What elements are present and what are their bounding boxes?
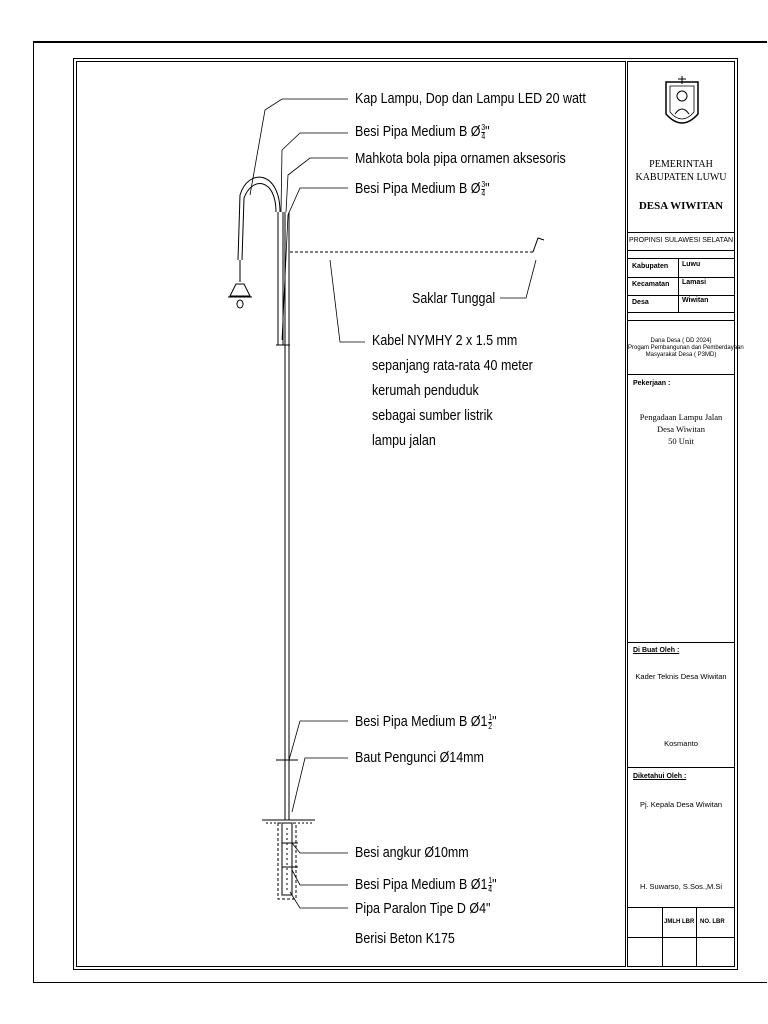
tb-location-table (628, 258, 734, 313)
label-baut: Baut Pengunci Ø14mm (355, 750, 484, 766)
tb-sheet-table (628, 907, 734, 967)
tb-row-kecamatan-value: Lamasi (682, 279, 707, 286)
tb-pekerjaan-2: Desa Wiwitan (657, 424, 705, 434)
tb-row-kecamatan-key: Kecamatan (632, 281, 670, 288)
tb-propinsi: PROPINSI SULAWESI SELATAN (628, 237, 734, 244)
leader-baut (292, 758, 348, 812)
tb-pekerjaan-1: Pengadaan Lampu Jalan (639, 412, 723, 422)
tb-dana-3: Masyarakat Desa ( P3MD) (645, 352, 717, 358)
label-kabel-5: lampu jalan (372, 433, 436, 449)
label-mahkota: Mahkota bola pipa ornamen aksesoris (355, 151, 566, 167)
label-angkur: Besi angkur Ø10mm (355, 845, 469, 861)
title-block (627, 61, 744, 967)
tb-dana-2: Progam Pembangunan dan Pemberdayaan (628, 345, 744, 351)
tb-pemerintah: PEMERINTAH (649, 159, 713, 170)
tb-row-desa-key: Desa (632, 299, 649, 306)
label-saklar: Saklar Tunggal (412, 291, 496, 307)
tb-diketahui-name: H. Suwarso, S.Sos.,M.Si (639, 882, 723, 891)
tb-row-desa-value: Wiwitan (682, 297, 709, 304)
tb-diketahui-label: Diketahui Oleh : (633, 773, 687, 780)
label-kap-lampu: Kap Lampu, Dop dan Lampu LED 20 watt (355, 91, 586, 107)
label-besi-pipa-3: Besi Pipa Medium B Ø1 $\frac{1}{2}$ " (355, 712, 497, 731)
tb-dibuat-role: Kader Teknis Desa Wiwitan (635, 672, 727, 681)
leader-besi-pipa-4 (292, 870, 348, 885)
tb-desa-title: DESA WIWITAN (638, 200, 724, 212)
tb-diketahui-role: Pj. Kepala Desa Wiwitan (639, 800, 723, 809)
label-kabel-2: sepanjang rata-rata 40 meter (372, 358, 533, 374)
leader-besi-pipa-3 (289, 721, 348, 760)
label-besi-pipa-2: Besi Pipa Medium B Ø $\frac{3}{4}$ " (355, 179, 490, 198)
tb-pekerjaan-label: Pekerjaan : (633, 380, 671, 387)
tb-dana-1: Dana Desa ( DD 2024) (650, 338, 712, 344)
label-besi-pipa-4: Besi Pipa Medium B Ø1 $\frac{1}{4}$ " (355, 875, 497, 894)
tb-pekerjaan-3: 50 Unit (668, 436, 694, 446)
leader-angkur (292, 843, 348, 853)
leader-saklar (500, 260, 536, 298)
leader-mahkota (286, 158, 348, 212)
tb-dibuat-label: Di Buat Oleh : (633, 647, 680, 654)
label-paralon: Pipa Paralon Tipe D Ø4" (355, 901, 491, 917)
tb-no-lbr: NO. LBR (700, 919, 725, 925)
label-kabel-4: sebagai sumber listrik (372, 408, 493, 424)
tb-row-kabupaten-key: Kabupaten (632, 263, 669, 270)
leader-kabel (330, 260, 365, 342)
tb-dibuat-name: Kosmanto (664, 739, 698, 748)
label-kabel-3: kerumah penduduk (372, 383, 479, 399)
label-kabel-1: Kabel NYMHY 2 x 1.5 mm (372, 333, 518, 349)
label-beton: Berisi Beton K175 (355, 931, 455, 947)
leader-paralon (290, 892, 348, 908)
tb-jmlh-lbr: JMLH LBR (664, 919, 695, 925)
tb-row-kabupaten-value: Luwu (682, 261, 701, 268)
leader-besi-pipa-2 (282, 188, 348, 340)
luwu-regency-emblem (662, 74, 702, 134)
label-besi-pipa-1: Besi Pipa Medium B Ø $\frac{3}{4}$ " (355, 122, 490, 141)
leader-kap-lampu (250, 99, 348, 195)
tb-kabupaten: KABUPATEN LUWU (635, 172, 727, 183)
